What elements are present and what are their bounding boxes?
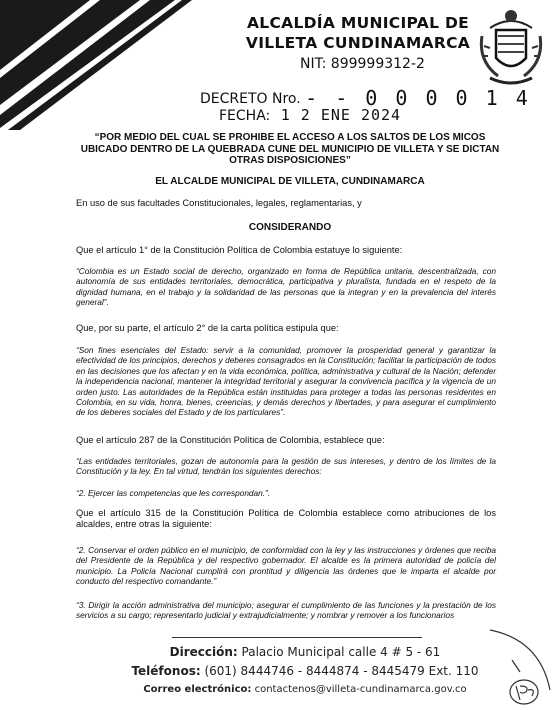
header-title-line1: ALCALDÍA MUNICIPAL DE: [247, 14, 469, 32]
address-label: Dirección:: [169, 645, 238, 659]
address-value: Palacio Municipal calle 4 # 5 - 61: [241, 645, 441, 659]
title-line2: UBICADO DENTRO DE LA QUEBRADA CUNE DEL MUNICIPIO DE VILLETA Y SE DICTAN: [80, 143, 500, 155]
date-label: FECHA:: [219, 108, 271, 124]
intro-paragraph: En uso de sus facultades Constitucionales, legales, reglamentarias, y: [76, 198, 362, 208]
title-line1: “POR MEDIO DEL CUAL SE PROHIBE EL ACCESO A LOS SALTOS DE LOS MICOS: [94, 132, 486, 143]
decree-number: - - 0 0 0 0 1 4: [305, 86, 531, 110]
paragraph-art1: Que el artículo 1° de la Constitución Política de Colombia estatuye lo siguiente:: [76, 245, 403, 255]
alcalde-heading: EL ALCALDE MUNICIPAL DE VILLETA, CUNDINAMARCA: [155, 176, 425, 187]
decree-date: 1 2 ENE 2024: [280, 106, 402, 124]
decree-date-line: [219, 106, 401, 124]
footer-address: [120, 645, 490, 659]
title-line3: OTRAS DISPOSICIONES”: [229, 155, 351, 167]
quote-art315-item2: “2. Conservar el orden público en el municipio, de conformidad con la ley y las instrucciones y órdenes que reciba del Presidente de la República y del respectivo gobernador. El alcalde es la primera autoridad de policía del municipio. La Policía Nacional cumplirá con prontitud y diligencia las órdenes que le imparta el alcalde por conducto del respectivo comandante.”: [76, 545, 496, 587]
email-value: contactenos@villeta-cundinamarca.gov.co: [254, 684, 467, 695]
considerando-heading: CONSIDERANDO: [248, 222, 332, 233]
phones-value: (601) 8444746 - 8444874 - 8445479 Ext. 110: [204, 664, 479, 678]
quote-art1: “Colombia es un Estado social de derecho, organizado en forma de República unitaria, descentralizada, con autonomía de sus entidades territoriales, democrática, participativa y pluralista, fundada en el respeto de la dignidad humana, en el trabajo y la solidaridad de las personas que la integran y en la prevalencia del interés general”.: [76, 266, 496, 308]
header-nit: NIT: 899999312-2: [300, 56, 425, 72]
paragraph-art2: Que, por su parte, el artículo 2° de la carta política estipula que:: [76, 323, 339, 333]
paragraph-art287: Que el artículo 287 de la Constitución Política de Colombia, establece que:: [76, 435, 385, 445]
footer-phones: [120, 664, 490, 678]
footer-divider: [172, 637, 422, 638]
email-label: Correo electrónico:: [143, 684, 252, 695]
decree-title: [80, 132, 500, 167]
quote-art287: “Las entidades territoriales, gozan de autonomía para la gestión de sus intereses, y dentro de los límites de la Constitución y la ley. En tal virtud, tendrán los siguientes derechos:: [76, 456, 496, 477]
quote-art315-item3: “3. Dirigir la acción administrativa del municipio; asegurar el cumplimiento de las funciones y la prestación de los servicios a su cargo; representarlo judicial y extrajudicialmente; y nombrar y remover a los funcionarios: [76, 600, 496, 621]
phones-label: Teléfonos:: [131, 664, 201, 678]
quote-art287-item2: “2. Ejercer las competencias que les correspondan.”.: [76, 488, 271, 498]
paragraph-art315: Que el artículo 315 de la Constitución Política de Colombia establece como atribuciones de los alcaldes, entre otras la siguiente:: [76, 508, 496, 530]
footer-email: [120, 684, 490, 695]
corner-stripes-decoration: [0, 0, 200, 130]
coat-of-arms-icon: [476, 6, 546, 90]
decree-label: DECRETO Nro.: [200, 91, 301, 107]
header-title-line2: VILLETA CUNDINAMARCA: [245, 34, 471, 52]
handwritten-initials-icon: [480, 620, 555, 708]
quote-art2: “Son fines esenciales del Estado: servir a la comunidad, promover la prosperidad general y garantizar la efectividad de los principios, derechos y deberes consagrados en la Constitución; facilitar la participación de todos en las decisiones que los afectan y en la vida económica, política, administrativa y cultural de la Nación; defender la independencia nacional, mantener la integridad territorial y asegurar la convivencia pacífica y la vigencia de un orden justo. Las autoridades de la República están instituidas para proteger a todas las personas residentes en Colombia, en su vida, honra, bienes, creencias, y demás derechos y libertades, y para asegurar el cumplimiento de los deberes sociales del Estado y de los particulares”.: [76, 345, 496, 418]
